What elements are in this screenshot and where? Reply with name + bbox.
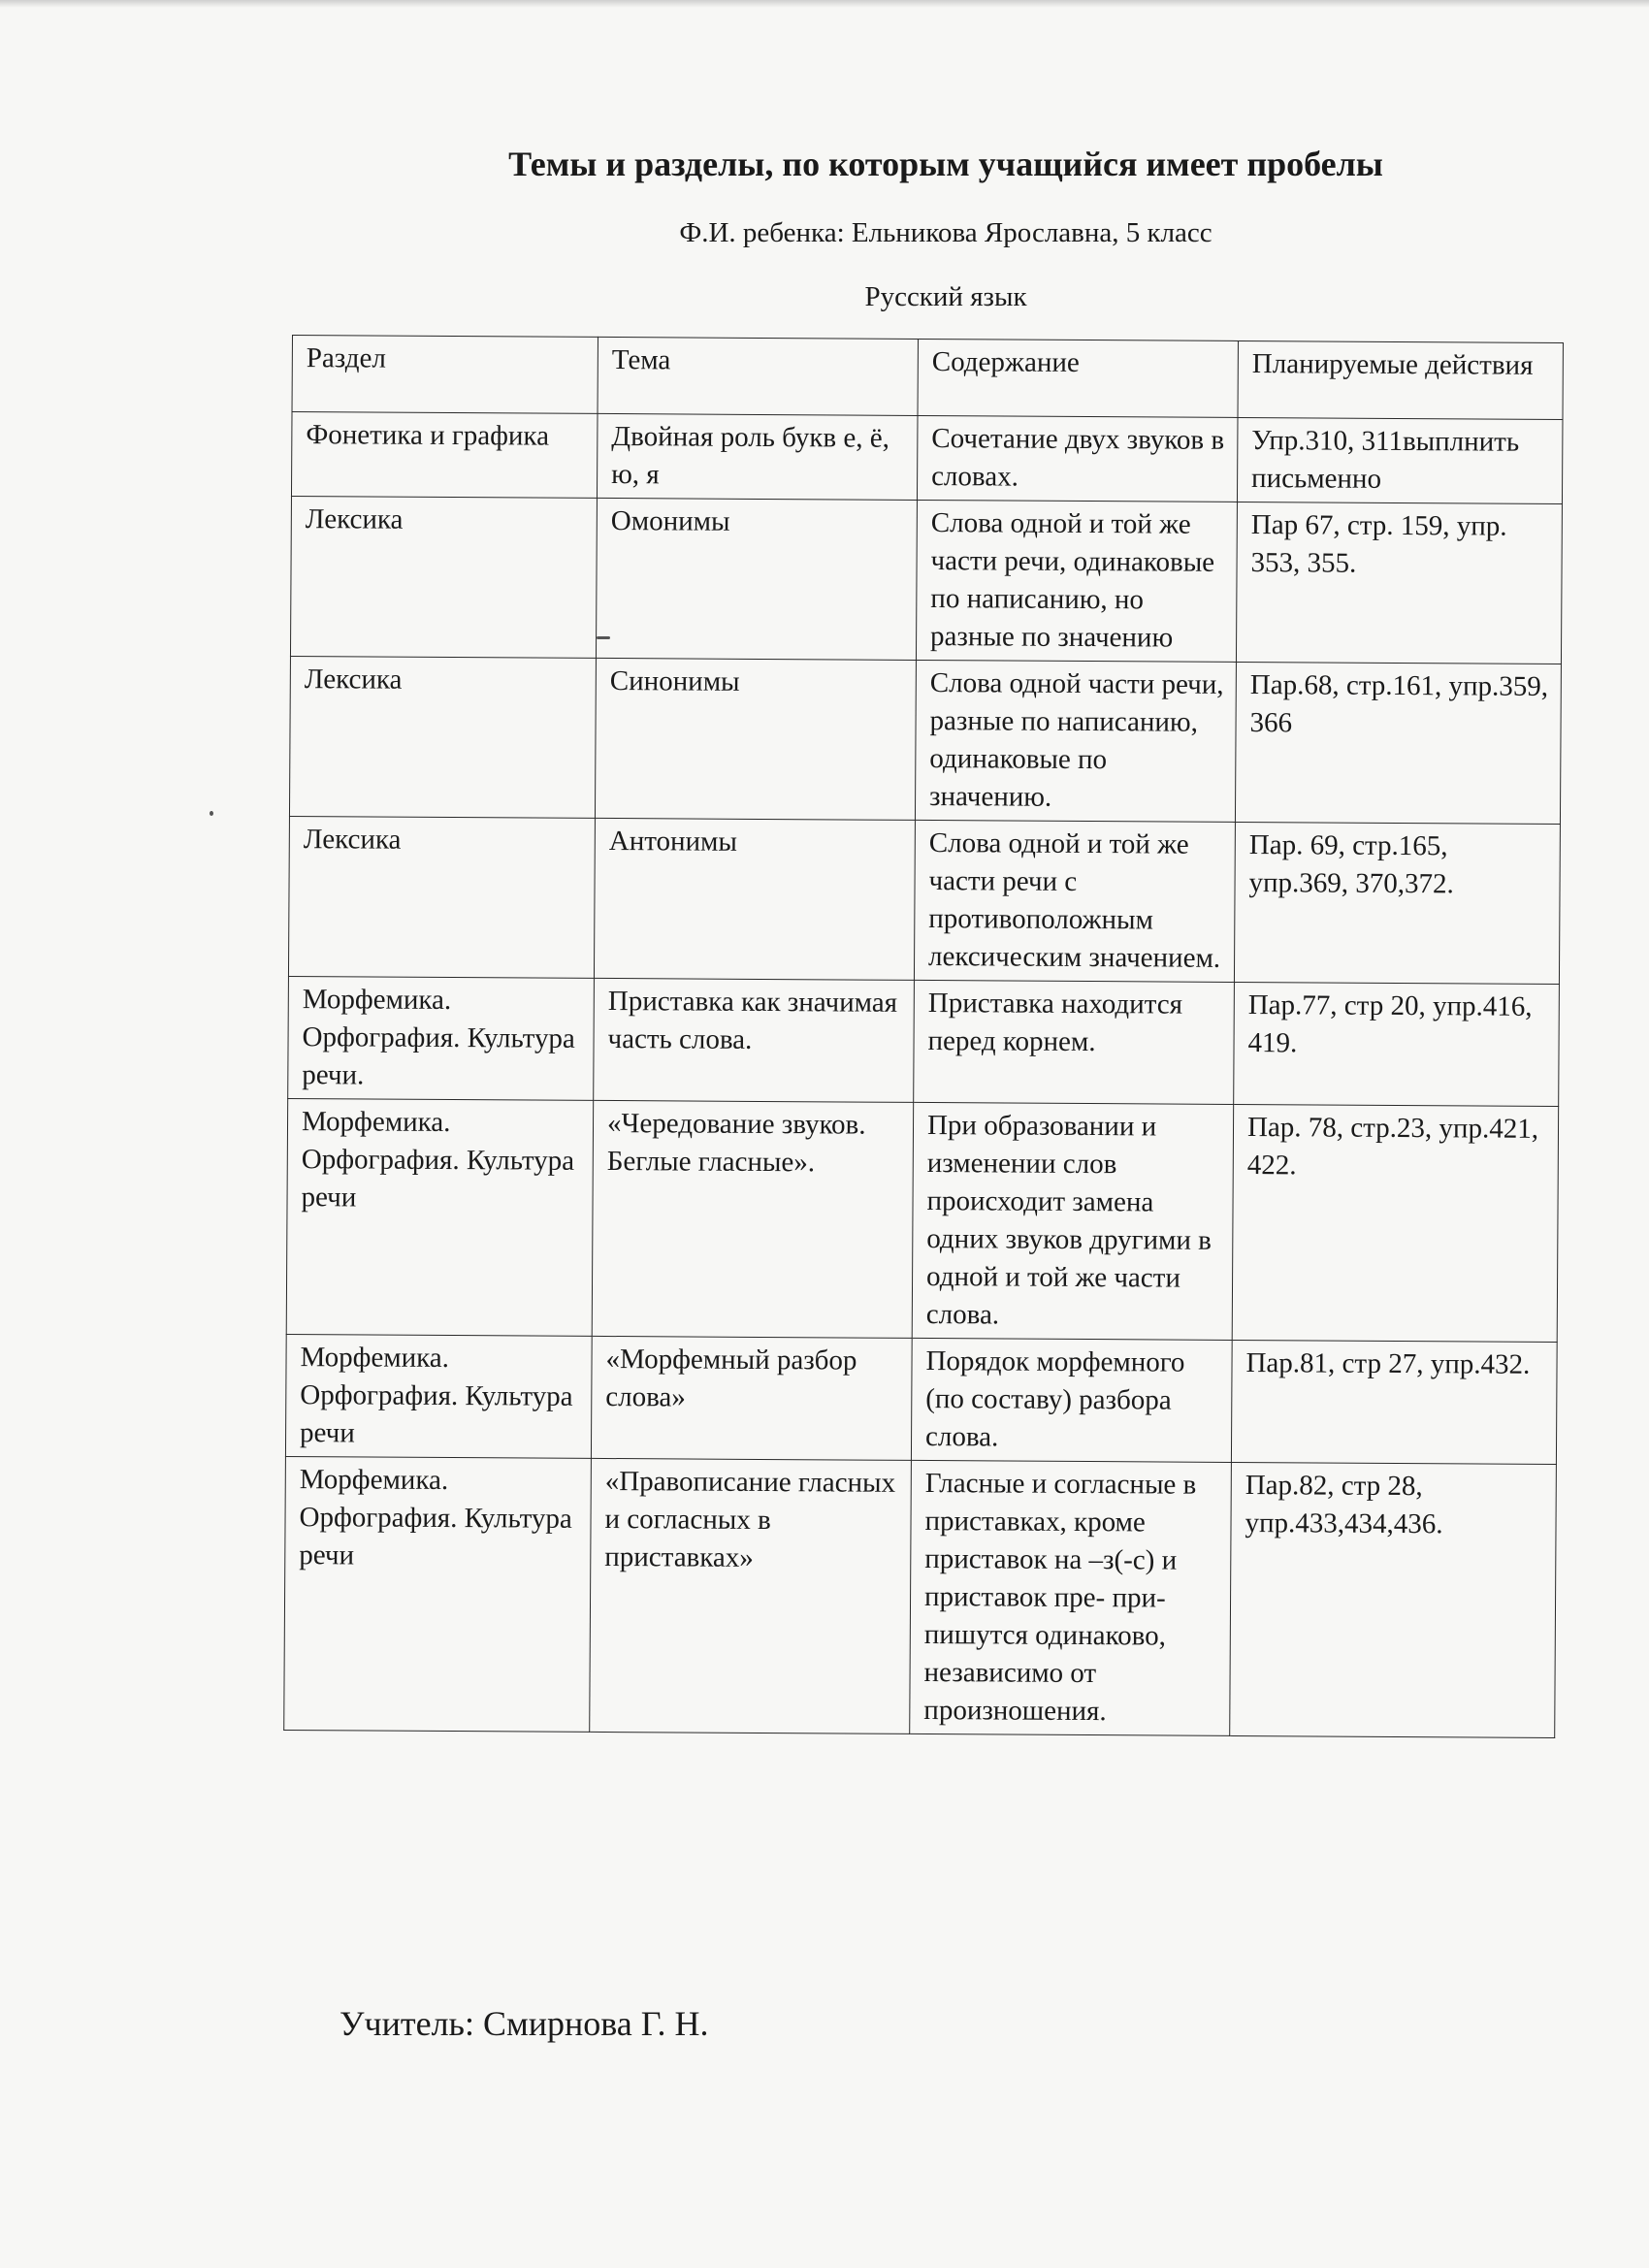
cell-topic: «Морфемный разбор слова» xyxy=(591,1336,912,1460)
teacher-signature-line: Учитель: Смирнова Г. Н. xyxy=(340,2004,709,2043)
cell-section: Морфемика. Орфография. Культура речи xyxy=(285,1334,592,1458)
document-title: Темы и разделы, по которым учащийся имеет пробелы xyxy=(508,145,1383,183)
cell-content: При образовании и изменении слов происходит замена одних звуков другими в одной и той же части слова. xyxy=(912,1102,1233,1340)
header-section: Раздел xyxy=(292,336,598,414)
scan-edge xyxy=(0,0,1649,8)
cell-topic: Двойная роль букв е, ё, ю, я xyxy=(597,413,918,500)
cell-section: Лексика xyxy=(288,816,595,978)
cell-planned-actions: Пар.81, стр 27, упр.432. xyxy=(1231,1340,1557,1464)
cell-content: Слова одной части речи, разные по написанию, одинаковые по значению. xyxy=(915,660,1236,822)
table-row xyxy=(286,1098,1558,1342)
header-topic: Тема xyxy=(598,337,918,415)
table-row xyxy=(291,412,1563,504)
cell-topic: Синонимы xyxy=(595,658,916,820)
table-row xyxy=(290,496,1562,664)
table-row xyxy=(284,1456,1557,1737)
table-row xyxy=(288,976,1560,1106)
cell-topic: «Чередование звуков. Беглые гласные». xyxy=(592,1100,913,1338)
cell-content: Гласные и согласные в приставках, кроме приставок на –з(-с) и приставок пре- при- пишутся одинаково, независимо от произношения. xyxy=(910,1460,1232,1735)
cell-content: Слова одной и той же части речи с противоположным лексическим значением. xyxy=(914,820,1235,982)
cell-topic: Приставка как значимая часть слова. xyxy=(594,978,915,1102)
cell-content: Слова одной и той же части речи, одинаковые по написанию, но разные по значению xyxy=(916,500,1237,662)
cell-section: Морфемика. Орфография. Культура речи xyxy=(286,1098,593,1336)
cell-content: Сочетание двух звуков в словах. xyxy=(917,415,1238,502)
cell-section: Фонетика и графика xyxy=(291,412,598,499)
cell-section: Лексика xyxy=(290,496,597,658)
table-header-row xyxy=(292,336,1563,420)
cell-planned-actions: Пар.68, стр.161, упр.359, 366 xyxy=(1235,662,1561,824)
student-name-line: Ф.И. ребенка: Ельникова Ярославна, 5 класс xyxy=(679,217,1212,248)
header-planned-actions: Планируемые действия xyxy=(1238,340,1563,419)
subject-line: Русский язык xyxy=(864,281,1027,312)
cell-content: Порядок морфемного (по составу) разбора слова. xyxy=(911,1338,1232,1462)
cell-planned-actions: Пар 67, стр. 159, упр. 353, 355. xyxy=(1236,502,1562,664)
cell-planned-actions: Пар. 69, стр.165, упр.369, 370,372. xyxy=(1234,822,1560,984)
table-row xyxy=(288,816,1560,984)
cell-topic: Антонимы xyxy=(594,818,915,980)
cell-section: Лексика xyxy=(289,656,596,818)
cell-planned-actions: Пар.77, стр 20, упр.416, 419. xyxy=(1234,982,1560,1106)
cell-section: Морфемика. Орфография. Культура речи xyxy=(284,1456,592,1732)
scan-speck xyxy=(597,636,610,639)
cell-section: Морфемика. Орфография. Культура речи. xyxy=(288,976,595,1100)
cell-topic: «Правописание гласных и согласных в приставках» xyxy=(590,1458,912,1733)
cell-planned-actions: Пар. 78, стр.23, упр.421, 422. xyxy=(1232,1104,1558,1342)
table-row xyxy=(289,656,1561,824)
cell-topic: Омонимы xyxy=(596,498,917,660)
cell-planned-actions: Пар.82, стр 28, упр.433,434,436. xyxy=(1230,1462,1557,1737)
knowledge-gaps-table xyxy=(283,335,1564,1738)
table-row xyxy=(285,1334,1557,1464)
header-content: Содержание xyxy=(918,339,1238,417)
scan-speck xyxy=(210,811,213,816)
cell-content: Приставка находится перед корнем. xyxy=(914,980,1235,1104)
cell-planned-actions: Упр.310, 311выплнить письменно xyxy=(1237,417,1563,503)
